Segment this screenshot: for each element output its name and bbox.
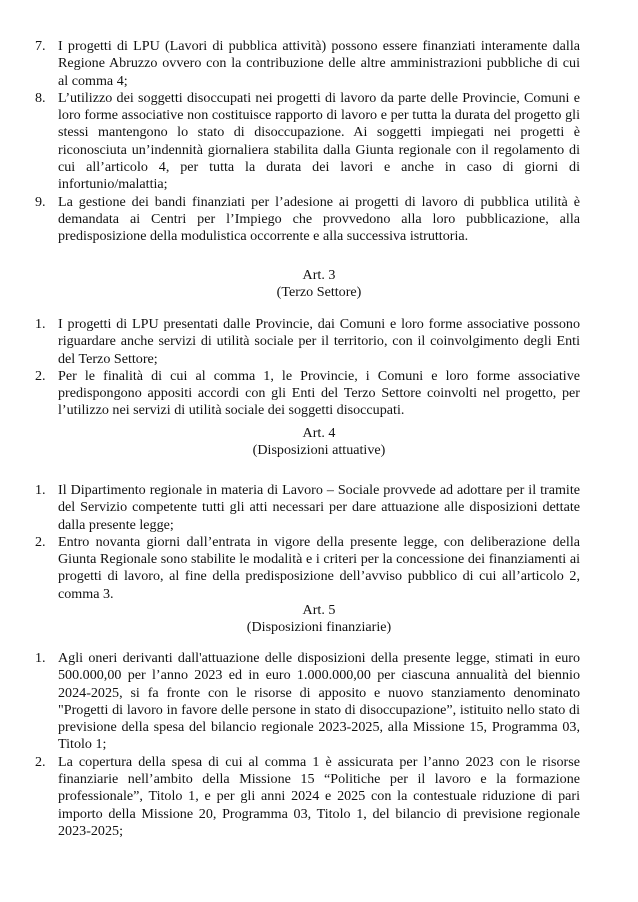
article-5-subtitle: (Disposizioni finanziarie) — [246, 619, 392, 635]
list-items-art4 — [0, 482, 638, 603]
article-4-title: Art. 4 — [302, 425, 336, 441]
list-item — [0, 650, 638, 754]
article-3-subtitle: (Terzo Settore) — [276, 284, 362, 300]
list-item — [0, 368, 638, 420]
item-text: La gestione dei bandi finanziati per l’adesione ai progetti di lavoro di pubblica utilità è demandata ai Centri per l’Impiego che provvedono alla loro pubblicazione, alla predisposizione della modulistica occorrente e alla successiva istruttoria. — [58, 193, 580, 245]
item-number: 2. — [35, 753, 46, 770]
list-item — [0, 316, 638, 368]
list-items-art5 — [0, 650, 638, 840]
item-text: I progetti di LPU (Lavori di pubblica attività) possono essere finanziati interamente dalla Regione Abruzzo ovvero con la contribuzione delle altre amministrazioni pubbliche di cui al comma 4; — [58, 38, 580, 89]
article-3-title: Art. 3 — [302, 267, 336, 283]
item-text: Il Dipartimento regionale in materia di Lavoro – Sociale provvede ad adottare per il tramite del Servizio competente tutti gli atti necessari per dare attuazione alle disposizioni dettate dalla presente legge; — [58, 482, 580, 533]
list-items-art3 — [0, 316, 638, 420]
list-item — [0, 754, 638, 840]
item-text: La copertura della spesa di cui al comma 1 è assicurata per l’anno 2023 con le risorse finanziarie nell’ambito della Missione 15 “Politiche per il lavoro e la formazione professionale”, Titolo 1, e per gli anni 2024 e 2025 con la contestuale riduzione di pari importo della Missione 20, Programma 03, Titolo 1, del bilancio di previsione regionale 2023-2025; — [58, 753, 580, 839]
item-number: 1. — [35, 650, 46, 666]
item-text: I progetti di LPU presentati dalle Provincie, dai Comuni e loro forme associative possono riguardare anche servizi di utilità sociale per il territorio, con il coinvolgimento degli Enti del Terzo Settore; — [58, 316, 580, 367]
item-number: 7. — [35, 38, 46, 54]
item-number: 2. — [35, 367, 46, 384]
list-items-top — [0, 38, 638, 246]
list-item — [0, 482, 638, 534]
item-number: 1. — [35, 316, 46, 332]
item-number: 1. — [35, 482, 46, 498]
item-text: Per le finalità di cui al comma 1, le Provincie, i Comuni e loro forme associative predispongono appositi accordi con gli Enti del Terzo Settore coinvolti nel progetto, per l’utilizzo nei servizi di utilità sociale dei soggetti disoccupati. — [58, 367, 580, 419]
article-5-title: Art. 5 — [302, 602, 336, 618]
list-item — [0, 194, 638, 246]
item-text: Agli oneri derivanti dall'attuazione delle disposizioni della presente legge, stimati in euro 500.000,00 per l’anno 2023 ed in euro 1.000.000,00 per ciascuna annualità del biennio 2024-2025, si fa fronte con le risorse di apposito e nuovo stanziamento denominato "Progetti di lavoro in favore delle persone in stato di disoccupazione”, istituito nello stato di previsione della spesa del bilancio regionale 2023-2025, alla Missione 15, Programma 03, Titolo 1; — [58, 650, 580, 753]
list-item — [0, 534, 638, 603]
item-text: Entro novanta giorni dall’entrata in vigore della presente legge, con deliberazione della Giunta Regionale sono stabilite le modalità e i criteri per la concessione dei finanziamenti ai progetti di lavoro, al fine della predisposizione dell’avviso pubblico di cui all’articolo 2, comma 3. — [58, 533, 580, 602]
item-number: 2. — [35, 533, 46, 550]
list-item — [0, 90, 638, 194]
item-number: 8. — [35, 89, 46, 106]
article-4-subtitle: (Disposizioni attuative) — [252, 442, 386, 458]
list-item — [0, 38, 638, 90]
item-text: L’utilizzo dei soggetti disoccupati nei progetti di lavoro da parte delle Provincie, Comuni e loro forme associative non costituisce rapporto di lavoro e per tutta la durata del progetto gli stessi mantengono lo stato di disoccupazione. Ai soggetti impiegati nei progetti è riconosciuta un’indennità giornaliera stabilita dalla Giunta regionale con il regolamento di cui all’articolo 4, per tutta la durata dei lavori e anche in caso di giorni di infortunio/malattia; — [58, 89, 580, 193]
item-number: 9. — [35, 193, 46, 210]
